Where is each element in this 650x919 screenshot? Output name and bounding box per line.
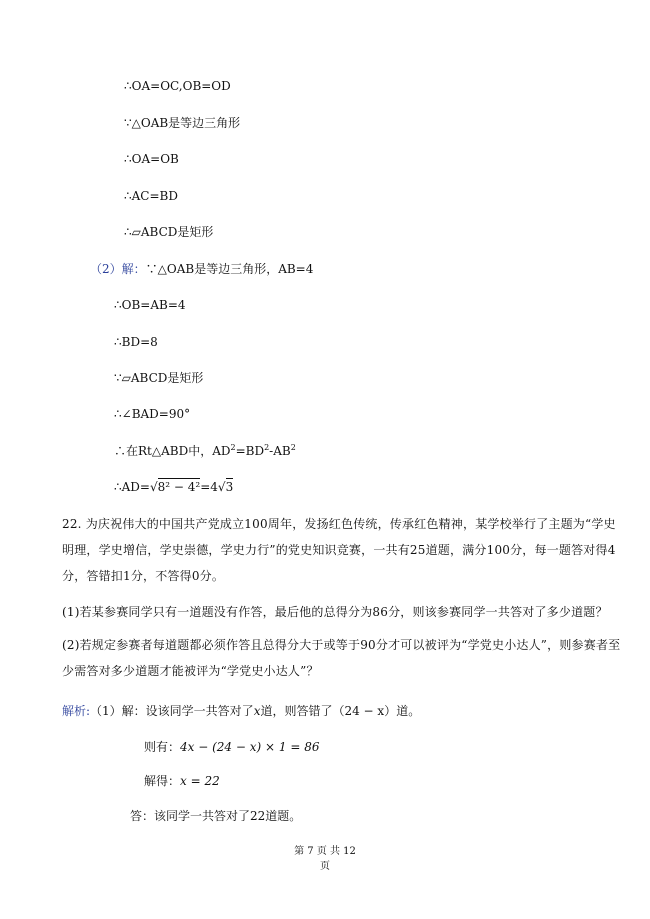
radicand: 8² − 4² xyxy=(157,480,201,494)
proof-line-1: ∴OA=OC,OB=OD xyxy=(124,79,231,93)
page-number-suffix: 页 xyxy=(320,861,330,872)
page-number: 第 7 页 共 12 xyxy=(294,846,356,857)
part2-line-4: ∴∠BAD=90° xyxy=(114,407,191,421)
part2-first: ∵△OAB是等边三角形，AB=4 xyxy=(145,262,314,276)
part2-first-line xyxy=(90,261,313,277)
pythagoras-line: ∴在Rt△ABD中，$AD^2=BD^2-AB^2$ xyxy=(114,443,296,458)
solution-intro: 解析:（1）解：设该同学一共答对了x道，则答错了（24 − x）道。 xyxy=(62,704,421,718)
solve-line: 解得：x = 22 xyxy=(144,774,220,788)
answer-line: 答：该同学一共答对了22道题。 xyxy=(130,809,302,823)
solution-value: x = 22 xyxy=(180,774,220,788)
question-22-stem: 22. 为庆祝伟大的中国共产党成立100周年，发扬红色传统，传承红色精神，某学校举行了主题为“学史明理，学史增信，学史崇德，学史力行”的党史知识竞赛，一共有25道题，满分100分，每一题答对得4分，答错扣1分，不答得0分。 xyxy=(62,517,616,583)
solution-label: 解析: xyxy=(62,704,91,718)
question-22-sub2: (2)若规定参赛者每道题都必须作答且总得分大于或等于90分才可以被评为“学党史小达人”，则参赛者至少需答对多少道题才能被评为“学党史小达人”？ xyxy=(62,638,621,678)
part2-line-3: ∵▱ABCD是矩形 xyxy=(114,371,204,385)
proof-line-3: ∴OA=OB xyxy=(124,152,179,166)
ad-result-line: ∴AD=√8² − 4²=4√3 xyxy=(114,480,234,494)
part2-label: （2）解： xyxy=(90,262,146,276)
part2-line-2: ∴BD=8 xyxy=(114,335,158,349)
part2-line-1: ∴OB=AB=4 xyxy=(114,298,186,312)
proof-line-4: ∴AC=BD xyxy=(124,189,178,203)
equation: 4x − (24 − x) × 1 = 86 xyxy=(180,740,320,754)
question-22-sub1: (1)若某参赛同学只有一道题没有作答，最后他的总得分为86分，则该参赛同学一共答对了多少道题？ xyxy=(62,605,608,619)
equation-line: 则有：4x − (24 − x) × 1 = 86 xyxy=(144,740,320,754)
proof-line-2: ∵△OAB是等边三角形 xyxy=(124,116,241,130)
proof-line-5: ∴▱ABCD是矩形 xyxy=(124,225,214,239)
